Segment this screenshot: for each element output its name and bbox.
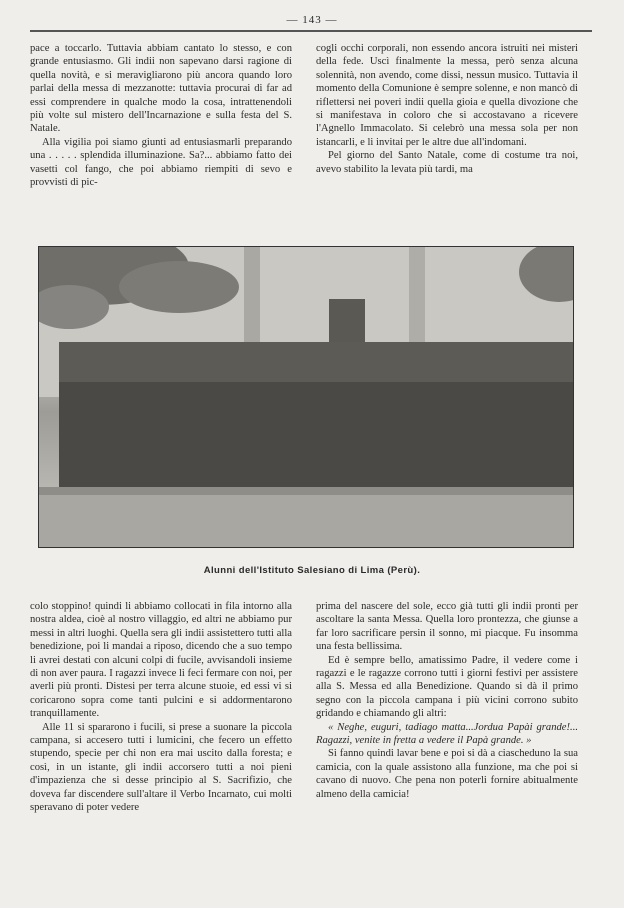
header-rule [30, 30, 592, 32]
photo-illustration [39, 247, 573, 547]
paragraph: pace a toccarlo. Tuttavia abbiam cantato lo stesso, e con grande entusiasmo. Gli indii non sapevano darsi ragione di quella novità, e si meravigliarono più ancora quando loro parlai della messa di mezzanotte: tuttavia procurai di far ad essi comprendere in qualche modo la cosa, intrattenendoli più volte sul mistero dell'Incarnazione e sulla festa del S. Natale. [30, 43, 292, 135]
paragraph: Alle 11 si spararono i fucili, si prese a suonare la piccola campana, si accesero tutti i lumicini, che fecero un effetto stupendo, specie per chi non era mai uscito dalla foresta; e così, in un istante, gli indii accorsero tutti a noi pieni d'impazienza che si desse principio al S. Sacrifizio, che doveva far discendere sull'altare il Verbo Incarnato, cui molti speravano di poter vedere [30, 721, 292, 814]
page-number: — 143 — [286, 14, 338, 26]
paragraph: cogli occhi corporali, non essendo ancora istruiti nei misteri della fede. Uscì finalmente la messa, però senza alcuna solennità, non avendo, come dissi, nessun musico. Tuttavia il momento della Comunione è sempre solenne, e non mancò di riflettersi nei poveri indii quella gioia e quella divozione che si manifestava in coloro che si accostavano a ricevere l'Agnello Immacolato. Si celebrò una messa sola per non istancarli, e li invitai per le altre due all'indomani. [316, 43, 578, 148]
photo-caption: Alunni dell'Istituto Salesiano di Lima (Perù). [203, 565, 421, 576]
paragraph: Alla vigilia poi siamo giunti ad entusiasmarli preparando una . . . . . splendida illuminazione. Sa?... abbiamo fatto dei vasetti col fango, che poi abbiamo riempiti di sevo e provvisti di pic- [30, 136, 292, 189]
column-top-left [30, 42, 292, 189]
paragraph-quote: « Neghe, euguri, tadiago matta...Jordua Papài grande!... Ragazzi, venite in fretta a vedere il Papà grande. » [316, 721, 578, 747]
paragraph: colo stoppino! quindi li abbiamo collocati in fila intorno alla nostra aldea, cioè al nostro villaggio, ed altri ne abbiamo pur messi in altri luoghi. Quella sera gli indii assistettero tutti alla benedizione, poi li mandai a riposo, dicendo che a suo tempo li avrei destati con alcuni colpi di fucile, avvisandoli insieme di non aver paura. I ragazzi invece li feci fermare con noi, per averli più pronti. Distesi per terra alcune stuoie, ed essi vi si coricarono sopra come tanti pulcini e si addormentarono tranquillamente. [30, 601, 292, 720]
paragraph: Si fanno quindi lavar bene e poi si dà a ciascheduno la sua camicia, con la quale assistono alla funzione, ma che poi si cavano di nuovo. Che pena non poterli fornire abitualmente almeno della camicia! [316, 748, 578, 800]
column-top-right [316, 42, 578, 176]
column-bottom-right [316, 600, 578, 801]
paragraph: prima del nascere del sole, ecco già tutti gli indii pronti per ascoltare la santa Messa. Quella loro prontezza, che giunse a far loro sacrificare persin il sonno, mi piacque. Fu insomma una festa bellissima. [316, 601, 578, 653]
column-bottom-left [30, 600, 292, 815]
paragraph: Ed è sempre bello, amatissimo Padre, il vedere come i ragazzi e le ragazze corrono tutti i giorni festivi per assistere alla S. Messa ed alla Benedizione. Quando si dà il primo segno con la piccola campana i più vicini corrono subito gridando e chiamando gli altri: [316, 654, 578, 720]
paragraph: Pel giorno del Santo Natale, come di costume tra noi, avevo stabilito la levata più tardi, ma [316, 150, 578, 175]
group-photograph [38, 246, 574, 548]
